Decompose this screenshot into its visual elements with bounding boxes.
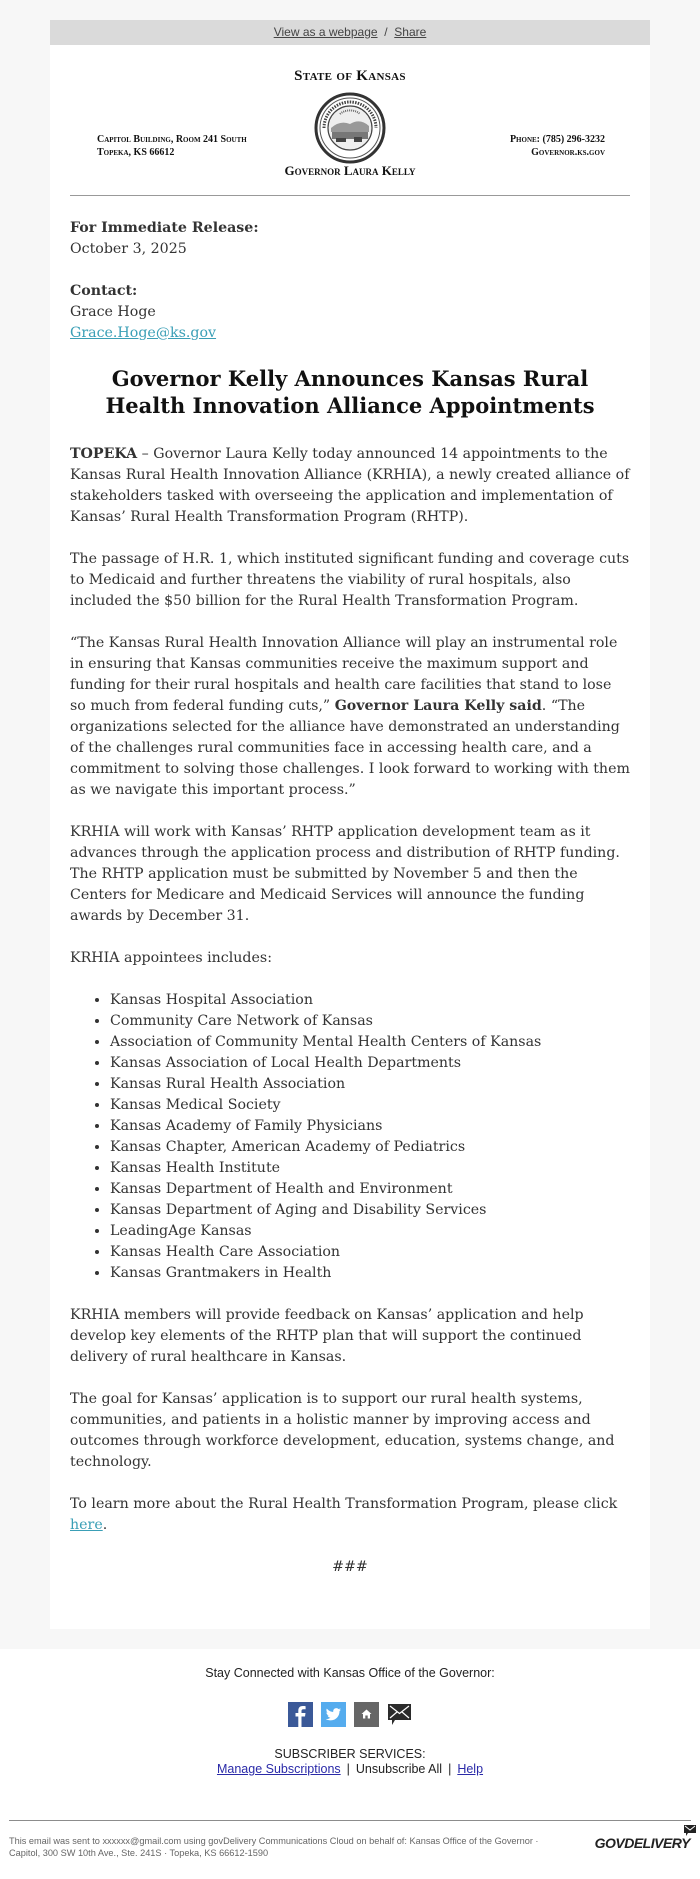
paragraph-3-quote [70,633,630,801]
letterhead-governor: Governor Laura Kelly [284,163,416,178]
facebook-icon[interactable] [288,1702,313,1727]
headline: Governor Kelly Announces Kansas Rural Health Innovation Alliance Appointments [105,366,595,418]
disclaimer-line-1: This email was sent to xxxxxx@gmail.com using govDelivery Communications Cloud on behalf of: Kansas Office of the Governor · [9,1836,539,1846]
contact-label: Contact: [70,283,138,299]
address-line-2: Topeka, KS 66612 [97,147,175,158]
list-item: • Kansas Association of Local Health Departments [110,1053,630,1074]
release-block [70,218,630,260]
list-item: • Kansas Department of Aging and Disability Services [110,1200,630,1221]
disclaimer [0,1821,700,1879]
social-links [0,1702,700,1727]
paragraph-2: The passage of H.R. 1, which instituted significant funding and coverage cuts to Medicaid and further threatens the viability of rural hospitals, also included the $50 billion for the Rural Health Transformation Program. [70,551,630,609]
list-item: • Kansas Health Care Association [110,1242,630,1263]
pipe-separator: | [346,1762,350,1776]
stay-connected-text: Stay Connected with Kansas Office of the Governor: [205,1666,495,1680]
govdelivery-wordmark: GOVDELIVERY [594,1835,690,1851]
help-link[interactable]: Help [457,1762,484,1776]
learn-more-link[interactable]: here [70,1517,103,1533]
address-line-1: Capitol Building, Room 241 South [97,134,247,145]
contact-email-link[interactable]: Grace.Hoge@ks.gov [70,325,217,341]
list-item: • LeadingAge Kansas [110,1221,630,1242]
home-icon[interactable] [354,1702,379,1727]
manage-subscriptions-link[interactable]: Manage Subscriptions [216,1762,341,1776]
contact-block [70,281,630,344]
twitter-icon[interactable] [321,1702,346,1727]
list-item: • Kansas Chapter, American Academy of Pediatrics [110,1137,630,1158]
letterhead [50,45,650,195]
subscriber-links [0,1762,700,1777]
govdelivery-logo[interactable] [595,1837,690,1849]
list-item: • Kansas Rural Health Association [110,1074,630,1095]
end-mark: ### [332,1559,368,1575]
list-item: • Kansas Health Institute [110,1158,630,1179]
share-link[interactable]: Share [394,25,427,39]
subscriber-services-title: SUBSCRIBER SERVICES: [274,1747,426,1761]
letterhead-title: State of Kansas [294,68,406,84]
paragraph-8-text: To learn more about the Rural Health Transformation Program, please click [70,1496,618,1512]
top-bar [50,20,650,45]
paragraph-4: KRHIA will work with Kansas’ RHTP application development team as it advances through the application process and distribution of RHTP funding. The RHTP application must be submitted by November 5 and then the Centers for Medicare and Medicaid Services will announce the funding awards by December 31. [70,824,620,924]
list-item: • Kansas Grantmakers in Health [110,1263,630,1284]
paragraph-5: KRHIA appointees includes: [70,950,272,966]
footer [0,1649,700,1777]
unsubscribe-all-link[interactable]: Unsubscribe All [355,1762,443,1776]
pipe-separator: | [448,1762,452,1776]
appointees-list [70,990,630,1284]
view-as-webpage-link[interactable]: View as a webpage [273,25,378,39]
list-item: • Kansas Academy of Family Physicians [110,1116,630,1137]
list-item: • Kansas Department of Health and Environment [110,1179,630,1200]
paragraph-1-text: – Governor Laura Kelly today announced 14 appointments to the Kansas Rural Health Innovation Alliance (KRHIA), a newly created alliance of stakeholders tasked with overseeing the application and implementation of Kansas’ Rural Health Transformation Program (RHTP). [70,446,630,525]
phone-number: Phone: (785) 296-3232 [509,134,605,145]
paragraph-8-end: . [102,1517,108,1533]
govdelivery-envelope-icon [684,1825,696,1836]
release-label: For Immediate Release: [70,220,259,236]
release-date: October 3, 2025 [70,241,187,257]
topbar-separator: / [384,25,388,39]
list-item: • Kansas Medical Society [110,1095,630,1116]
email-card [50,20,650,1629]
email-icon[interactable] [387,1702,412,1727]
paragraph-8 [70,1494,630,1536]
quote-part-1: “The Kansas Rural Health Innovation Alliance will play an instrumental role in ensuring that Kansas communities receive the maximum support and funding for their rural hospitals and health care facilities that stand to lose so much from federal funding cuts,” [70,635,618,714]
list-item: • Kansas Hospital Association [110,990,630,1011]
list-item: • Community Care Network of Kansas [110,1011,630,1032]
letterhead-address [97,133,247,159]
quote-attribution: Governor Laura Kelly said [334,698,542,714]
kansas-seal-icon [314,92,386,164]
contact-name: Grace Hoge [70,304,156,320]
website: Governor.ks.gov [531,147,605,158]
letterhead-contact [510,133,605,159]
dateline: TOPEKA [70,446,138,462]
quote-part-2: . “The organizations selected for the alliance have demonstrated an understanding of the challenges rural communities face in accessing health care, and a commitment to solving those challenges. I look forward to working with them as we navigate this important process.” [70,698,630,798]
press-release-body [50,196,650,1629]
paragraph-7: The goal for Kansas’ application is to support our rural health systems, communities, and patients in a holistic manner by improving access and outcomes through workforce development, education, systems change, and technology. [70,1391,615,1470]
disclaimer-line-2: Capitol, 300 SW 10th Ave., Ste. 241S · Topeka, KS 66612-1590 [9,1848,269,1858]
paragraph-6: KRHIA members will provide feedback on Kansas’ application and help develop key elements of the RHTP plan that will support the continued delivery of rural healthcare in Kansas. [70,1307,584,1365]
paragraph-1 [70,444,630,528]
list-item: • Association of Community Mental Health Centers of Kansas [110,1032,630,1053]
